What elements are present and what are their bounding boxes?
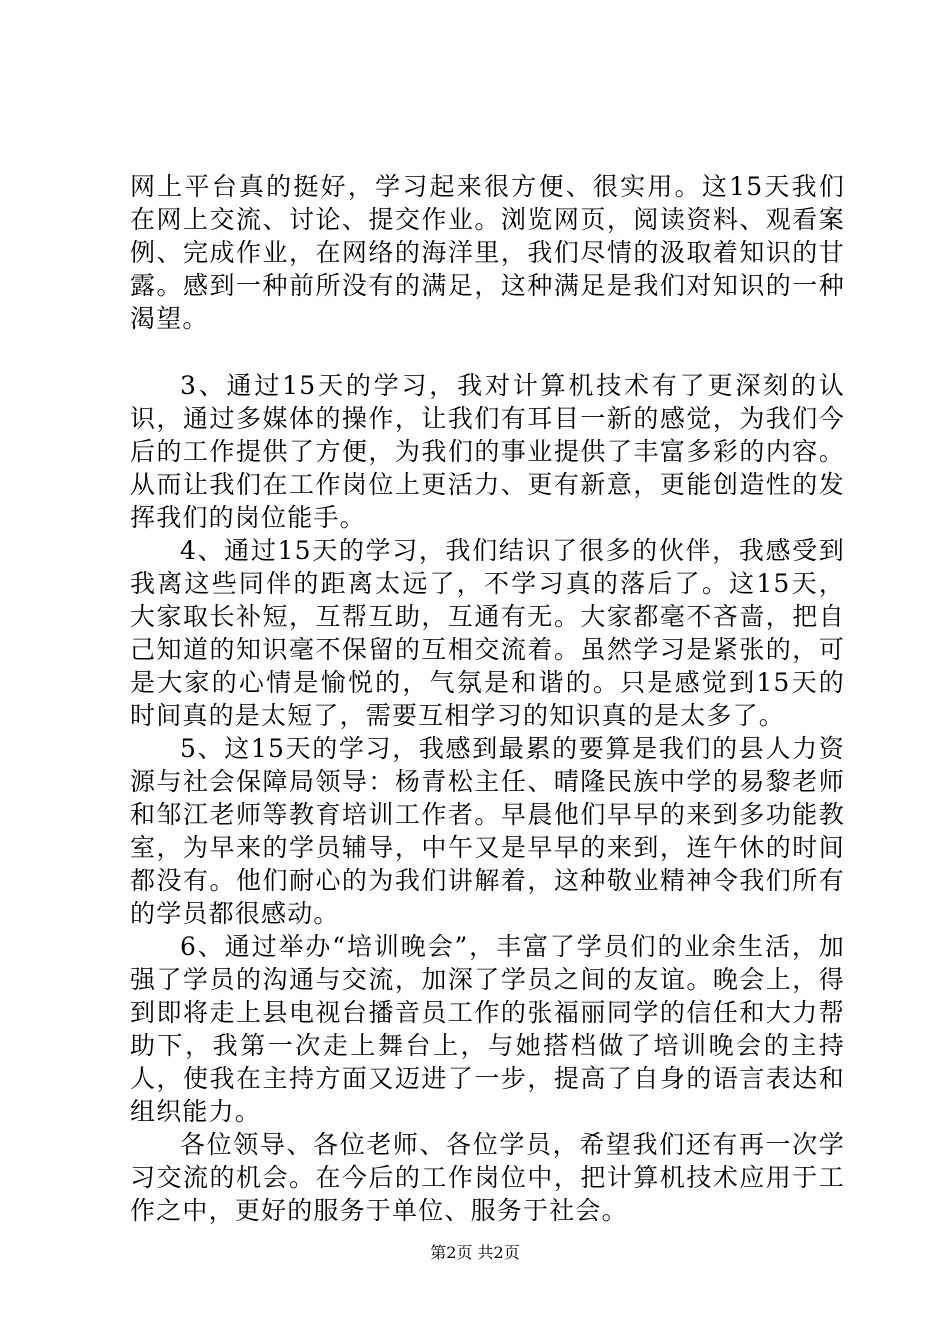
paragraph-closing: 各位领导、各位老师、各位学员，希望我们还有再一次学习交流的机会。在今后的工作岗位中，把计算机技术应用于工作之中，更好的服务于单位、服务于社会。 — [130, 1130, 845, 1225]
paragraph-item-3: 3、通过15天的学习，我对计算机技术有了更深刻的认识，通过多媒体的操作，让我们有耳目一新的感觉，为我们今后的工作提供了方便，为我们的事业提供了丰富多彩的内容。从而让我们在工作岗位上更活力、更有新意，更能创造性的发挥我们的岗位能手。 — [130, 371, 845, 532]
paragraph-item-5: 5、这15天的学习，我感到最累的要算是我们的县人力资源与社会保障局领导：杨青松主任、晴隆民族中学的易黎老师和邹江老师等教育培训工作者。早晨他们早早的来到多功能教室，为早来的学员辅导，中午又是早早的来到，连午休的时间都没有。他们耐心的为我们讲解着，这种敬业精神令我们所有的学员都很感动。 — [130, 734, 845, 928]
page-number-footer: 第2页 共2页 — [430, 1243, 520, 1262]
document-body — [130, 170, 845, 1227]
paragraph-item-4: 4、通过15天的学习，我们结识了很多的伙伴，我感受到我离这些同伴的距离太远了，不学习真的落后了。这15天，大家取长补短，互帮互助，互通有无。大家都毫不吝啬，把自己知道的知识毫不保留的互相交流着。虽然学习是紧张的，可是大家的心情是愉悦的，气氛是和谐的。只是感觉到15天的时间真的是太短了，需要互相学习的知识真的是太多了。 — [130, 536, 845, 730]
paragraph-intro: 网上平台真的挺好，学习起来很方便、很实用。这15天我们在网上交流、讨论、提交作业。浏览网页，阅读资料、观看案例、完成作业，在网络的海洋里，我们尽情的汲取着知识的甘露。感到一种前所没有的满足，这种满足是我们对知识的一种渴望。 — [130, 172, 845, 333]
paragraph-item-6: 6、通过举办“培训晚会”，丰富了学员们的业余生活，加强了学员的沟通与交流，加深了学员之间的友谊。晚会上，得到即将走上县电视台播音员工作的张福丽同学的信任和大力帮助下，我第一次走上舞台上，与她搭档做了培训晚会的主持人，使我在主持方面又迈进了一步，提高了自身的语言表达和组织能力。 — [130, 932, 845, 1126]
